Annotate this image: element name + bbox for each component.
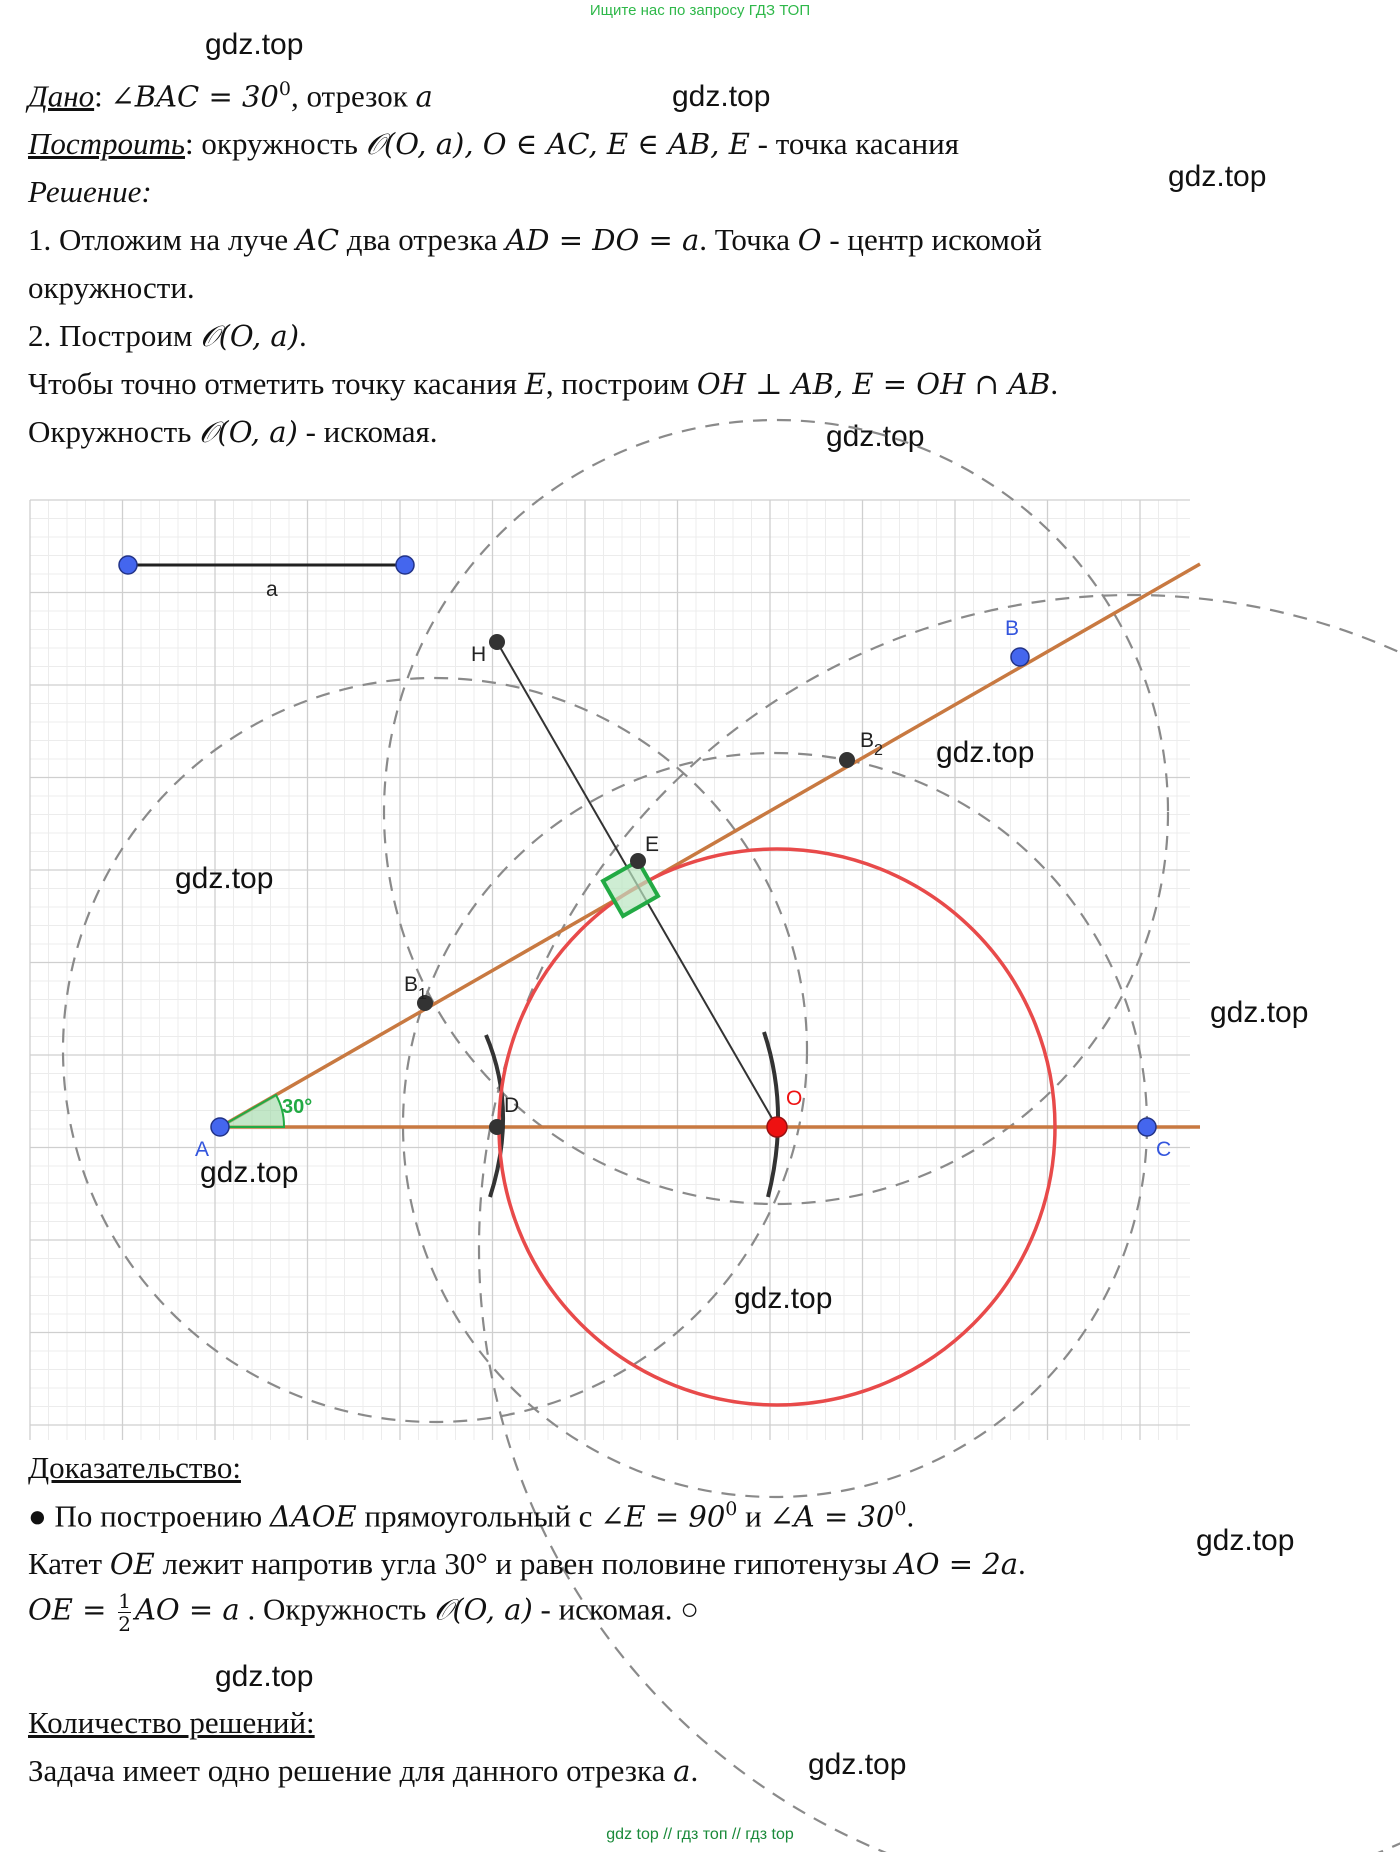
watermark: gdz.top — [1210, 996, 1309, 1029]
construct-label: Построить — [28, 126, 186, 161]
label-b2: $B_2$ — [860, 729, 883, 759]
label-e: E — [645, 833, 660, 856]
label-a-point: A — [195, 1138, 210, 1161]
solution-step1-cont: окружности. — [28, 270, 195, 305]
construct-text: : окружность — [185, 126, 366, 161]
watermark: gdz.top — [734, 1282, 833, 1315]
footer: gdz top // гдз топ // гдз top — [606, 1826, 794, 1843]
label-o: O — [786, 1087, 803, 1110]
watermark: gdz.top — [936, 736, 1035, 769]
solution-step3: Чтобы точно отметить точку касания E, построим OH ⊥ AB, E = OH ∩ AB. — [28, 366, 1059, 401]
label-c: C — [1156, 1138, 1172, 1161]
grid — [30, 500, 1190, 1440]
proof-title: Доказательство: — [28, 1450, 241, 1485]
solution-label: Решение: — [28, 174, 152, 209]
construct-expr: 𝒪(O, a), O ∈ AC, E ∈ AB, E — [365, 127, 750, 161]
dashed-circle-large — [479, 595, 1400, 1852]
label-h: H — [471, 643, 487, 666]
given-segment-var: a — [415, 79, 433, 114]
point-b2 — [839, 752, 855, 768]
segment-a-start-point — [119, 556, 137, 574]
proof-line2: Катет OE лежит напротив угла 30° и равен половине гипотенузы AO = 2a. — [28, 1546, 1026, 1581]
watermark: gdz.top — [808, 1748, 907, 1781]
solution-step2: 2. Построим 𝒪(O, a). — [28, 318, 307, 353]
segment-a-end-point — [396, 556, 414, 574]
point-h — [489, 634, 505, 650]
proof-line3: OE = $\frac{1}{2}$ AO = a . Окружность 𝒪(O, a) - искомая. ○ — [28, 1589, 699, 1636]
compass-arc-o — [764, 1032, 778, 1197]
watermark: gdz.top — [826, 420, 925, 453]
point-e — [630, 853, 646, 869]
point-a — [211, 1118, 229, 1136]
given-segment-text: , отрезок — [290, 78, 416, 114]
label-d: D — [504, 1094, 520, 1117]
given-line: Дано: ∠BAC = $30^0$, отрезок a — [28, 78, 433, 114]
watermark: gdz.top — [672, 80, 771, 113]
watermark: gdz.top — [200, 1156, 299, 1189]
watermark: gdz.top — [215, 1660, 314, 1693]
point-b — [1011, 648, 1029, 666]
construction-figure — [30, 500, 1309, 1440]
count-text: Задача имеет одно решение для данного отрезка a. — [28, 1753, 699, 1788]
solution-step1: 1. Отложим на луче AC два отрезка AD = DO = a. Точка O - центр искомой — [28, 222, 1042, 257]
label-angle-30: 30° — [282, 1096, 313, 1118]
dashed-circle-center-b1 — [63, 678, 807, 1422]
watermark: gdz.top — [205, 28, 304, 61]
given-angle-degree: 0 — [278, 78, 291, 100]
proof-line1: ● По построению ΔAOE прямоугольный с ∠E = $90^0$ и ∠A = $30^0$. — [28, 1498, 915, 1534]
label-b: B — [1005, 617, 1020, 640]
solution-step4: Окружность 𝒪(O, a) - искомая. — [28, 414, 438, 449]
watermark: gdz.top — [1168, 160, 1267, 193]
construct-tail: - точка касания — [749, 126, 959, 161]
top-banner: Ищите нас по запросу ГДЗ ТОП — [589, 2, 811, 19]
given-label: Дано — [28, 78, 95, 114]
watermark: gdz.top — [175, 862, 274, 895]
label-a-segment: a — [266, 578, 278, 601]
fraction-one-half: $\frac{1}{2}$ — [118, 1589, 131, 1636]
label-b1: $B_1$ — [404, 973, 427, 1003]
construct-line — [28, 126, 959, 162]
point-c — [1138, 1118, 1156, 1136]
given-angle: ∠BAC = 30 — [110, 79, 279, 114]
point-d — [489, 1119, 505, 1135]
count-title: Количество решений: — [28, 1705, 315, 1740]
point-o — [767, 1117, 787, 1137]
watermark: gdz.top — [1196, 1524, 1295, 1557]
